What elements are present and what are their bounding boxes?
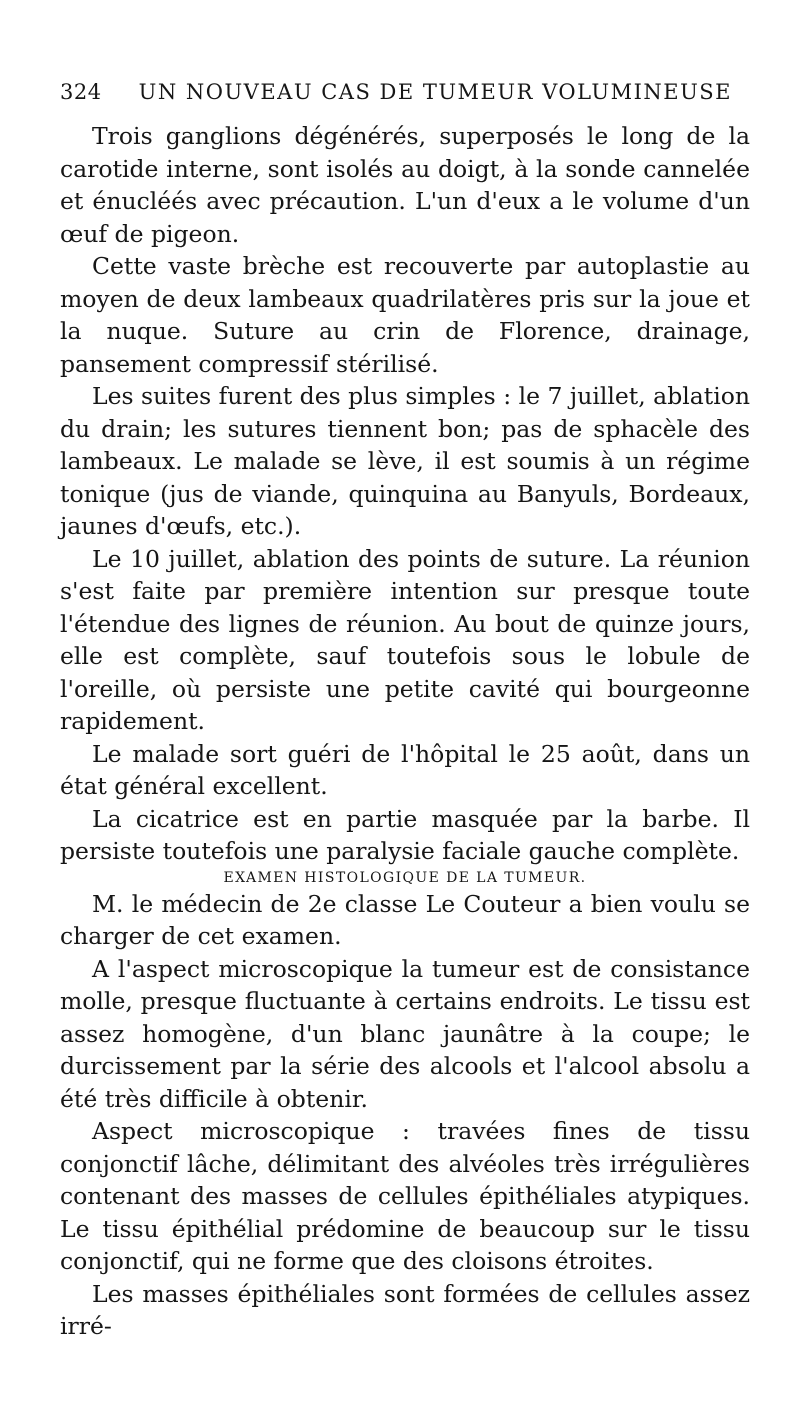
paragraph: A l'aspect microscopique la tumeur est de consistance molle, presque fluctuante à certains endroits. Le tissu est assez homogène, d'un blanc jaunâtre à la coupe; le durcissement par la série des alcools et l'alcool absolu a été très difficile à obtenir. — [60, 954, 750, 1113]
paragraph: Aspect microscopique : travées fines de tissu conjonctif lâche, délimitant des alvéoles très irrégulières contenant des masses de cellules épithéliales atypiques. Le tissu épithélial prédomine de beaucoup sur le tissu conjonctif, qui ne forme que des cloisons étroites. — [60, 1117, 750, 1275]
paragraph: Trois ganglions dégénérés, superposés le long de la carotide interne, sont isolés au doigt, à la sonde cannelée et énucléés avec précaution. L'un d'eux a le volume d'un œuf de pigeon. — [60, 122, 750, 248]
page-number: 324 — [60, 80, 102, 104]
section-heading: EXAMEN HISTOLOGIQUE DE LA TUMEUR. — [223, 869, 587, 886]
paragraph: Les suites furent des plus simples : le 7 juillet, ablation du drain; les sutures tiennent bon; pas de sphacèle des lambeaux. Le malade se lève, il est soumis à un régime tonique (jus de viande, quinquina au Banyuls, Bordeaux, jaunes d'œufs, etc.). — [60, 382, 750, 540]
paragraph: M. le médecin de 2e classe Le Couteur a bien voulu se charger de cet examen. — [60, 889, 750, 950]
paragraph: Le 10 juillet, ablation des points de suture. La réunion s'est faite par première intention sur presque toute l'étendue des lignes de réunion. Au bout de quinze jours, elle est complète, sauf toutefois sous le lobule de l'oreille, où persiste une petite cavité qui bourgeonne rapidement. — [60, 544, 750, 735]
paragraph: La cicatrice est en partie masquée par la barbe. Il persiste toutefois une paralysie faciale gauche complète. — [60, 804, 750, 865]
page-body — [60, 120, 750, 1343]
running-title: UN NOUVEAU CAS DE TUMEUR VOLUMINEUSE — [138, 80, 732, 104]
paragraph: Le malade sort guéri de l'hôpital le 25 août, dans un état général excellent. — [60, 739, 750, 800]
paragraph: Les masses épithéliales sont formées de cellules assez irré- — [60, 1279, 750, 1340]
page-header — [60, 80, 732, 110]
paragraph: Cette vaste brèche est recouverte par autoplastie au moyen de deux lambeaux quadrilatères pris sur la joue et la nuque. Suture au crin de Florence, drainage, pansement compressif stérilisé. — [60, 252, 750, 378]
